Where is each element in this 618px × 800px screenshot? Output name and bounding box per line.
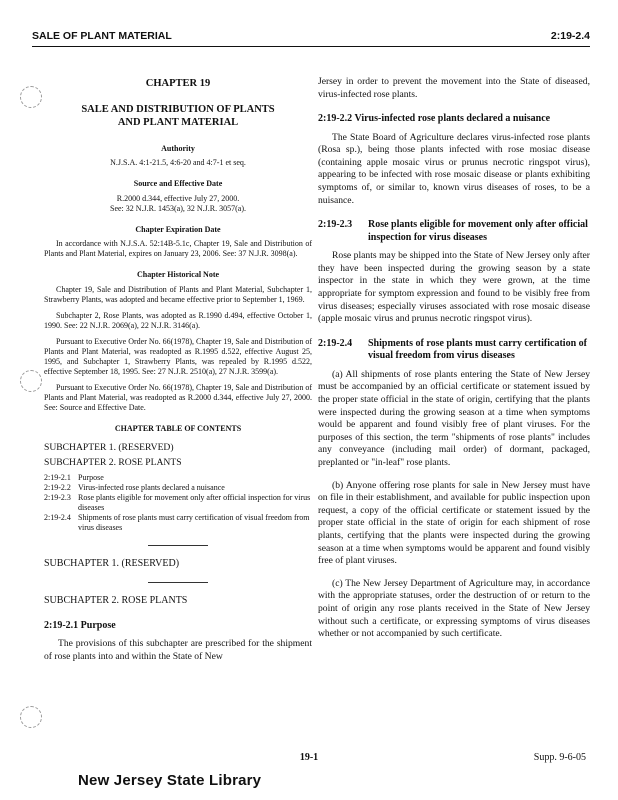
section-2-4-paragraph-a: (a) All shipments of rose plants entering the State of New Jersey must be accompanied by an official certificate or statement issued by the proper state official in the state of origin, certifying that the plants were inspected during the growing season at a time when symptoms would be apparent and found visibly free of plant viruses. For the purposes of this section, the term "shipments of rose plants" includes any conveyance (including mail order) of dormant, packaged, preplanted or "in-leaf" rose plants. <box>318 368 590 468</box>
toc-entry-title: Virus-infected rose plants declared a nuisance <box>78 482 225 492</box>
section-2-4-paragraph-c: (c) The New Jersey Department of Agriculture may, in accordance with the appropriate statuses, order the destruction of or return to the point of origin any rose plants received in the State of New Jersey without such a certificate, or expressing symptoms of virus diseases whether or not accompanied by such certificate. <box>318 577 590 640</box>
page-number: 19-1 <box>299 752 319 763</box>
chapter-title-line-1: SALE AND DISTRIBUTION OF PLANTS <box>81 103 275 115</box>
chapter-number: CHAPTER 19 <box>145 78 211 89</box>
section-2-3-text: Rose plants may be shipped into the State of New Jersey only after they have been inspected during the growing season by a state inspector in the state in which they were grown, at the time appropriate for symptom expression and found to be visibly free from virus diseases; especially viruses associated with rose mosaic disease (apple mosaic virus and prunus necrotic ringspot virus). <box>318 250 590 325</box>
section-2-2-text: The State Board of Agriculture declares virus-infected rose plants (Rosa sp.), being those plants infected with rose mosiac disease (containing apple mosaic virus or prunus necrotic ringspot virus), appearing to be infected with rose mosaic disease or plants exhibiting symptoms of, or similar to, known virus diseases of roses, to be a nuisance. <box>318 131 590 206</box>
source-heading: Source and Effective Date <box>133 179 223 189</box>
section-2-1-text: The provisions of this subchapter are prescribed for the shipment of rose plants into and within the State of New <box>44 638 312 663</box>
toc-heading: CHAPTER TABLE OF CONTENTS <box>114 423 242 433</box>
toc-entry-number: 2:19-2.1 <box>44 472 71 482</box>
toc-entry-title: Rose plants eligible for movement only after official inspection for virus diseases <box>78 492 311 512</box>
subchapter-2-heading: SUBCHAPTER 2. ROSE PLANTS <box>44 595 188 607</box>
history-note-4: Pursuant to Executive Order No. 66(1978), Chapter 19, Sale and Distribution of Plants and Plant Material, was readopted as R.2000 d.344, effective July 27, 2000. See: Source and Effective Date. <box>44 382 312 412</box>
section-number: 2:19-2.3 <box>318 219 353 231</box>
section-2-1-heading: 2:19-2.1 Purpose <box>44 619 116 631</box>
toc-entry-number: 2:19-2.2 <box>44 482 71 492</box>
history-heading: Chapter Historical Note <box>136 270 220 280</box>
expiration-text: In accordance with N.J.S.A. 52:14B-5.1c, Chapter 19, Sale and Distribution of Plants and Plant Material, expires on January 23, 2006. See: 37 N.J.R. 3098(a). <box>44 239 312 259</box>
history-note-2: Subchapter 2, Rose Plants, was adopted as R.1990 d.494, effective October 1, 1990. See: 22 N.J.R. 2069(a), 22 N.J.R. 3146(a). <box>44 310 312 330</box>
source-text-1: R.2000 d.344, effective July 27, 2000. <box>116 193 240 203</box>
toc-subchapter-2: SUBCHAPTER 2. ROSE PLANTS <box>44 457 182 469</box>
chapter-title <box>44 103 312 129</box>
authority-text: N.J.S.A. 4:1-21.5, 4:6-20 and 4:7-1 et seq. <box>110 158 246 168</box>
section-2-4-heading <box>318 338 590 363</box>
punch-hole-icon <box>20 370 42 392</box>
section-2-3-heading <box>318 219 590 244</box>
chapter-title-line-2: AND PLANT MATERIAL <box>117 116 239 128</box>
left-column <box>44 76 312 674</box>
subchapter-1-heading: SUBCHAPTER 1. (RESERVED) <box>44 557 180 569</box>
source-text-2: See: 32 N.J.R. 1453(a), 32 N.J.R. 3057(a). <box>110 203 246 213</box>
authority-heading: Authority <box>161 143 195 153</box>
section-2-1-text-continued: Jersey in order to prevent the movement into the State of diseased, virus-infected rose plants. <box>318 76 590 100</box>
toc-entry <box>44 483 312 493</box>
toc-entry <box>44 513 312 533</box>
divider <box>148 545 208 546</box>
toc-entry <box>44 473 312 483</box>
toc-entry-title: Purpose <box>78 472 104 482</box>
punch-hole-icon <box>20 86 42 108</box>
expiration-heading: Chapter Expiration Date <box>135 224 221 234</box>
toc-entry-number: 2:19-2.3 <box>44 492 71 502</box>
divider <box>148 582 208 583</box>
section-2-4-paragraph-b: (b) Anyone offering rose plants for sale in New Jersey must have on file in their establishment, and available for public inspection upon request, a copy of the official certificate or statement issued by the proper state official in the state of origin for each shipment of rose plants, certifying that the plants were inspected during the growing season at a time when symptoms would be apparent and found visibly free of plant viruses. <box>318 479 590 567</box>
toc-entry-number: 2:19-2.4 <box>44 512 71 522</box>
header-section: 2:19-2.4 <box>550 30 590 42</box>
header-title: SALE OF PLANT MATERIAL <box>32 30 172 42</box>
history-note-3: Pursuant to Executive Order No. 66(1978), Chapter 19, Sale and Distribution of Plants and Plant Material, was readopted as R.1995 d.522, effective August 25, 1995, and Subchapter 1, Strawberry Plants, was repealed by R.1995 d.522, effective September 18, 1995. See: 27 N.J.R. 2510(a), 27 N.J.R. 3599(a). <box>44 336 312 376</box>
running-header <box>32 30 590 47</box>
section-number: 2:19-2.4 <box>318 337 353 349</box>
toc-entry <box>44 493 312 513</box>
history-note-1: Chapter 19, Sale and Distribution of Plants and Plant Material, Subchapter 1, Strawberry Plants, was adopted and became effective prior to September 1, 1969. <box>44 284 312 304</box>
supplement-date: Supp. 9-6-05 <box>533 752 586 763</box>
toc-entry-title: Shipments of rose plants must carry certification of visual freedom from virus diseases <box>78 512 310 532</box>
toc-subchapter-1: SUBCHAPTER 1. (RESERVED) <box>44 441 174 453</box>
section-title: Shipments of rose plants must carry certification of visual freedom from virus diseases <box>368 337 587 362</box>
section-2-2-heading: 2:19-2.2 Virus-infected rose plants declared a nuisance <box>318 113 551 125</box>
toc-list <box>44 473 312 533</box>
punch-hole-icon <box>20 706 42 728</box>
right-column <box>318 76 590 651</box>
section-title: Rose plants eligible for movement only after official inspection for virus diseases <box>368 219 588 243</box>
library-stamp: New Jersey State Library <box>78 772 262 789</box>
